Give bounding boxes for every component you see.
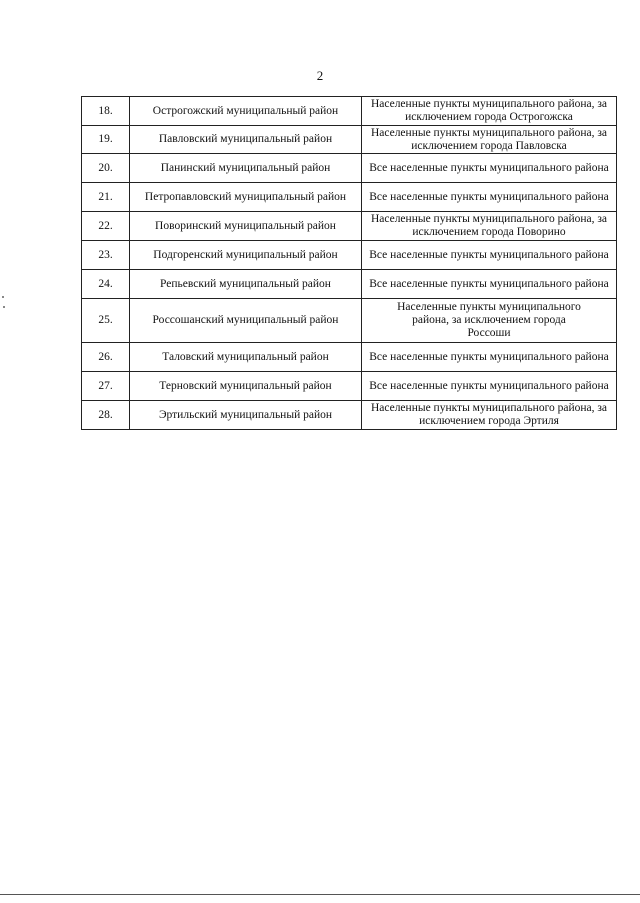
row-number: 28. xyxy=(82,401,130,430)
row-number: 22. xyxy=(82,212,130,241)
row-number: 21. xyxy=(82,183,130,212)
settlements-note: Населенные пункты муниципального района, за исключением города Эртиля xyxy=(362,401,617,430)
table-row xyxy=(82,343,617,372)
table-row xyxy=(82,401,617,430)
row-number: 20. xyxy=(82,154,130,183)
scan-speck xyxy=(3,306,5,308)
row-number: 26. xyxy=(82,343,130,372)
table-row xyxy=(82,372,617,401)
table-row xyxy=(82,183,617,212)
page-number: 2 xyxy=(316,68,324,83)
row-number: 18. xyxy=(82,97,130,126)
district-name: Подгоренский муниципальный район xyxy=(130,241,362,270)
district-name: Эртильский муниципальный район xyxy=(130,401,362,430)
district-name: Терновский муниципальный район xyxy=(130,372,362,401)
table-row xyxy=(82,299,617,343)
row-number: 23. xyxy=(82,241,130,270)
scan-speck xyxy=(2,296,4,298)
table-row xyxy=(82,212,617,241)
district-name: Репьевский муниципальный район xyxy=(130,270,362,299)
districts-table xyxy=(81,96,617,430)
district-name: Поворинский муниципальный район xyxy=(130,212,362,241)
settlements-note: Населенные пункты муниципального района, за исключением города Россоши xyxy=(362,299,617,343)
table-row xyxy=(82,126,617,154)
table-row xyxy=(82,270,617,299)
district-name: Таловский муниципальный район xyxy=(130,343,362,372)
district-name: Петропавловский муниципальный район xyxy=(130,183,362,212)
table-row xyxy=(82,154,617,183)
district-name: Россошанский муниципальный район xyxy=(130,299,362,343)
row-number: 24. xyxy=(82,270,130,299)
settlements-note: Все населенные пункты муниципального района xyxy=(362,270,617,299)
settlements-note: Все населенные пункты муниципального района xyxy=(362,372,617,401)
settlements-note: Населенные пункты муниципального района, за исключением города Павловска xyxy=(362,126,617,154)
row-number: 19. xyxy=(82,126,130,154)
settlements-note: Все населенные пункты муниципального района xyxy=(362,241,617,270)
district-name: Острогожский муниципальный район xyxy=(130,97,362,126)
page-bottom-edge xyxy=(0,894,640,895)
settlements-note: Все населенные пункты муниципального района xyxy=(362,183,617,212)
table-row xyxy=(82,97,617,126)
row-number: 25. xyxy=(82,299,130,343)
row-number: 27. xyxy=(82,372,130,401)
settlements-note: Все населенные пункты муниципального района xyxy=(362,154,617,183)
district-name: Панинский муниципальный район xyxy=(130,154,362,183)
table-row xyxy=(82,241,617,270)
settlements-note: Все населенные пункты муниципального района xyxy=(362,343,617,372)
settlements-note: Населенные пункты муниципального района, за исключением города Поворино xyxy=(362,212,617,241)
settlements-note: Населенные пункты муниципального района, за исключением города Острогожска xyxy=(362,97,617,126)
district-name: Павловский муниципальный район xyxy=(130,126,362,154)
